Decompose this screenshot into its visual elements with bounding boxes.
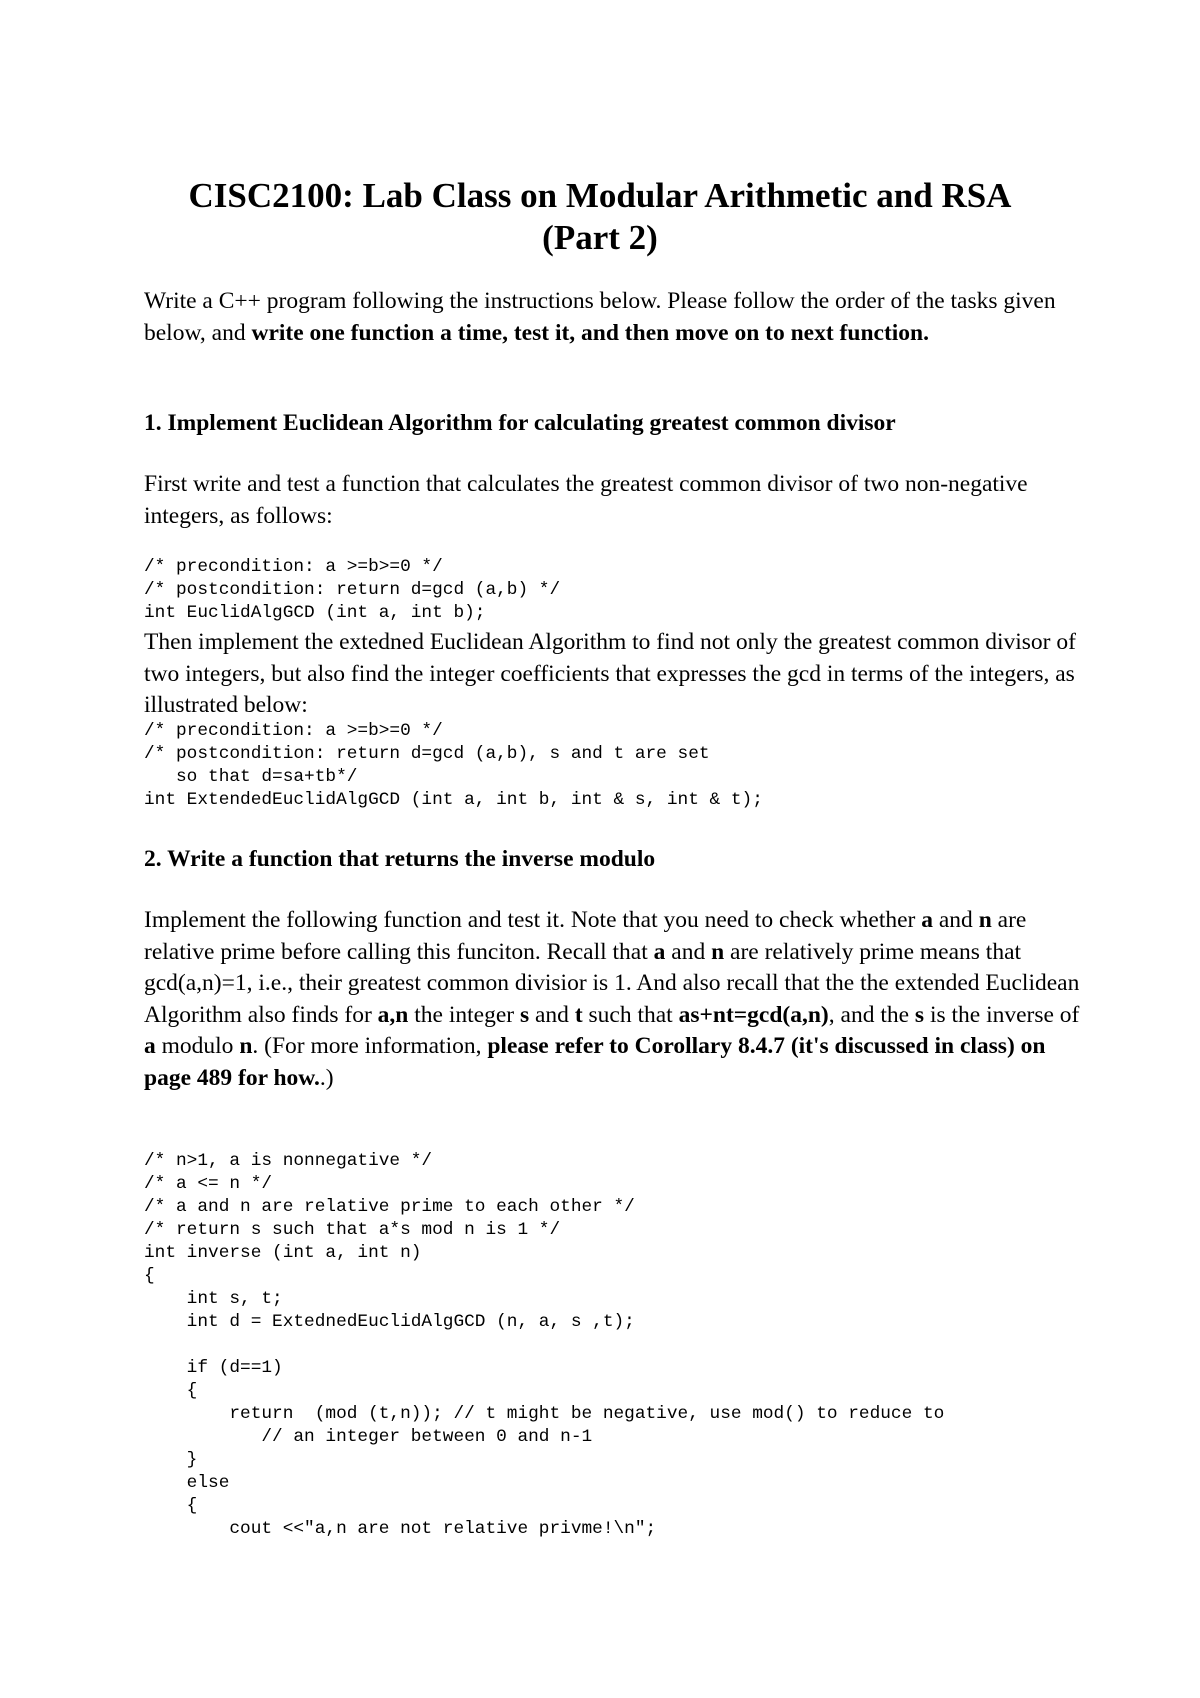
code-line: int s, t; xyxy=(144,1289,283,1309)
code-line: { xyxy=(144,1381,198,1401)
code-line: int d = ExtednedEuclidAlgGCD (n, a, s ,t); xyxy=(144,1312,635,1332)
code-line: { xyxy=(144,1496,198,1516)
code-line: return (mod (t,n)); // t might be negative, use mod() to reduce to xyxy=(144,1404,945,1424)
code-line: /* a and n are relative prime to each other */ xyxy=(144,1197,635,1217)
code-line: /* precondition: a >=b>=0 */ xyxy=(144,721,443,741)
code-line: /* return s such that a*s mod n is 1 */ xyxy=(144,1220,561,1240)
code-line: } xyxy=(144,1450,198,1470)
code-line: so that d=sa+tb*/ xyxy=(144,767,358,787)
code-block-gcd xyxy=(144,556,560,625)
code-line: /* n>1, a is nonnegative */ xyxy=(144,1151,433,1171)
code-line: int ExtendedEuclidAlgGCD (int a, int b, int & s, int & t); xyxy=(144,790,763,810)
intro-paragraph: Write a C++ program following the instructions below. Please follow the order of the tasks given below, and write one function a time, test it, and then move on to next function. xyxy=(144,288,1056,346)
code-line: { xyxy=(144,1266,155,1286)
section-1-paragraph: First write and test a function that calculates the greatest common divisor of two non-negative integers, as follows: xyxy=(144,471,1028,529)
code-line: /* postcondition: return d=gcd (a,b) */ xyxy=(144,580,561,600)
section-2-paragraph: Implement the following function and test it. Note that you need to check whether a and n are relative prime before calling this funciton. Recall that a and n are relatively prime means that gcd(a,n)=1, i.e., their greatest common divisior is 1. And also recall that the the extended Euclidean Algorithm also finds for a,n the integer s and t such that as+nt=gcd(a,n), and the s is the inverse of a modulo n. (For more information, please refer to Corollary 8.4.7 (it's discussed in class) on page 489 for how..) xyxy=(144,907,1080,1091)
section-2-heading: 2. Write a function that returns the inverse modulo xyxy=(144,846,656,872)
page-title: CISC2100: Lab Class on Modular Arithmetic and RSA xyxy=(188,176,1012,215)
code-line: /* precondition: a >=b>=0 */ xyxy=(144,557,443,577)
code-line: int EuclidAlgGCD (int a, int b); xyxy=(144,603,486,623)
section-1-heading: 1. Implement Euclidean Algorithm for calculating greatest common divisor xyxy=(144,410,896,436)
code-line: else xyxy=(144,1473,230,1493)
code-line: if (d==1) xyxy=(144,1358,283,1378)
section-1-paragraph-2: Then implement the extedned Euclidean Algorithm to find not only the greatest common divisor of two integers, but also find the integer coefficients that expresses the gcd in terms of the integers, as illustrated below: xyxy=(144,629,1076,718)
code-block-extended-gcd xyxy=(144,720,763,812)
code-block-inverse xyxy=(144,1150,944,1541)
code-line: /* a <= n */ xyxy=(144,1174,273,1194)
code-line: // an integer between 0 and n-1 xyxy=(144,1427,593,1447)
code-line: cout <<"a,n are not relative privme!\n"; xyxy=(144,1519,657,1539)
code-line: /* postcondition: return d=gcd (a,b), s and t are set xyxy=(144,744,710,764)
page-subtitle: (Part 2) xyxy=(542,218,658,257)
code-line: int inverse (int a, int n) xyxy=(144,1243,422,1263)
code-line xyxy=(144,1334,944,1357)
